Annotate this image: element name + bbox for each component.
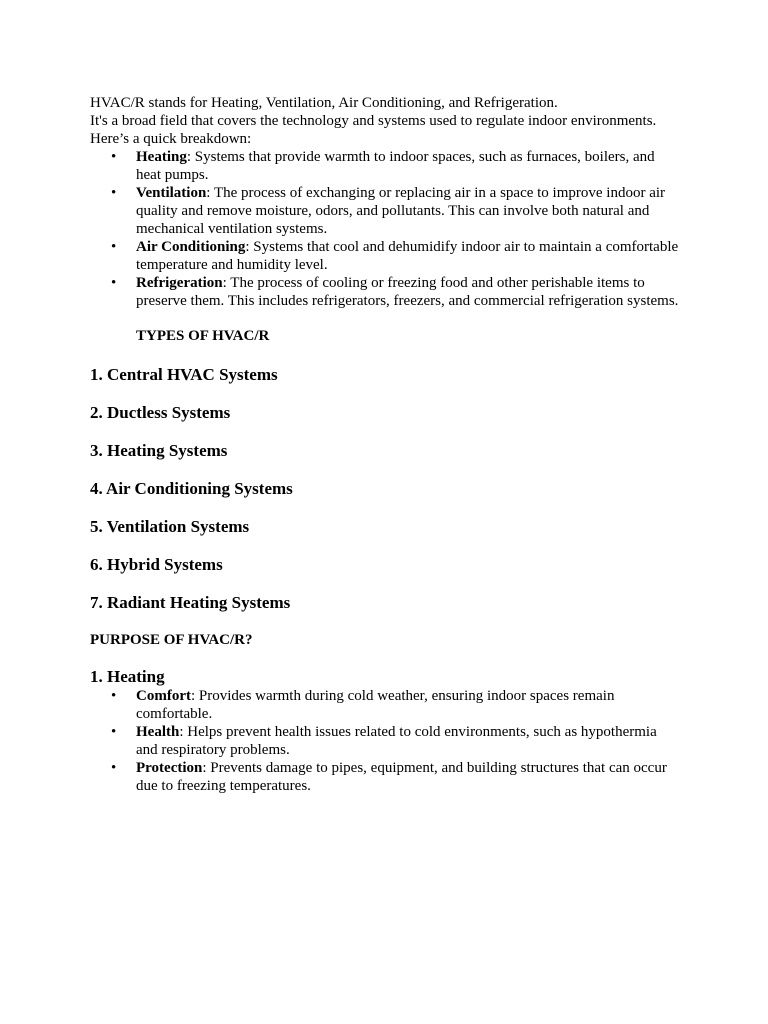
type-item-radiant-heating: 7. Radiant Heating Systems xyxy=(90,593,291,612)
type-item-hybrid: 6. Hybrid Systems xyxy=(90,555,223,574)
type-item-ductless: 2. Ductless Systems xyxy=(90,403,231,422)
document-body xyxy=(90,94,680,795)
purpose-term: Comfort xyxy=(136,688,191,704)
bullet-glyph: • xyxy=(111,275,117,291)
purpose-item-protection xyxy=(90,759,680,795)
bullet-glyph: • xyxy=(111,724,117,740)
purpose-term: Protection xyxy=(136,760,203,776)
purpose-desc: : Helps prevent health issues related to cold environments, such as hypothermia and respiratory problems. xyxy=(136,724,657,758)
purpose-heading: PURPOSE OF HVAC/R? xyxy=(90,632,253,648)
type-item-air-conditioning: 4. Air Conditioning Systems xyxy=(90,479,293,498)
breakdown-desc: : Systems that provide warmth to indoor spaces, such as furnaces, boilers, and heat pumps. xyxy=(136,149,655,183)
breakdown-item-refrigeration xyxy=(90,274,680,310)
types-heading: TYPES OF HVAC/R xyxy=(136,328,270,344)
type-item-heating: 3. Heating Systems xyxy=(90,441,228,460)
bullet-glyph: • xyxy=(111,185,117,201)
breakdown-desc: : The process of cooling or freezing food and other perishable items to preserve them. This includes refrigerators, freezers, and commercial refrigeration systems. xyxy=(136,275,679,309)
intro-overview: It's a broad field that covers the technology and systems used to regulate indoor environments. Here’s a quick breakdown: xyxy=(90,113,657,147)
bullet-glyph: • xyxy=(111,688,117,704)
bullet-glyph: • xyxy=(111,149,117,165)
purpose-item-comfort xyxy=(90,687,680,723)
bullet-glyph: • xyxy=(111,239,117,255)
types-list xyxy=(90,365,680,613)
heating-purpose-list xyxy=(90,687,680,795)
breakdown-term: Heating xyxy=(136,149,187,165)
purpose-term: Health xyxy=(136,724,180,740)
purpose-subheading-heating: 1. Heating xyxy=(90,667,165,686)
breakdown-term: Refrigeration xyxy=(136,275,223,291)
breakdown-desc: : Systems that cool and dehumidify indoor air to maintain a comfortable temperature and humidity level. xyxy=(136,239,679,273)
breakdown-item-ventilation xyxy=(90,184,680,238)
type-item-ventilation: 5. Ventilation Systems xyxy=(90,517,250,536)
purpose-item-health xyxy=(90,723,680,759)
purpose-desc: : Prevents damage to pipes, equipment, and building structures that can occur due to freezing temperatures. xyxy=(136,760,667,794)
breakdown-term: Air Conditioning xyxy=(136,239,246,255)
bullet-glyph: • xyxy=(111,760,117,776)
breakdown-term: Ventilation xyxy=(136,185,207,201)
intro-definition: HVAC/R stands for Heating, Ventilation, Air Conditioning, and Refrigeration. xyxy=(90,95,558,111)
breakdown-item-heating xyxy=(90,148,680,184)
breakdown-item-air-conditioning xyxy=(90,238,680,274)
purpose-desc: : Provides warmth during cold weather, ensuring indoor spaces remain comfortable. xyxy=(136,688,615,722)
breakdown-list xyxy=(90,148,680,310)
breakdown-desc: : The process of exchanging or replacing air in a space to improve indoor air quality and remove moisture, odors, and pollutants. This can involve both natural and mechanical ventilation systems. xyxy=(136,185,666,237)
type-item-central-hvac: 1. Central HVAC Systems xyxy=(90,365,278,384)
